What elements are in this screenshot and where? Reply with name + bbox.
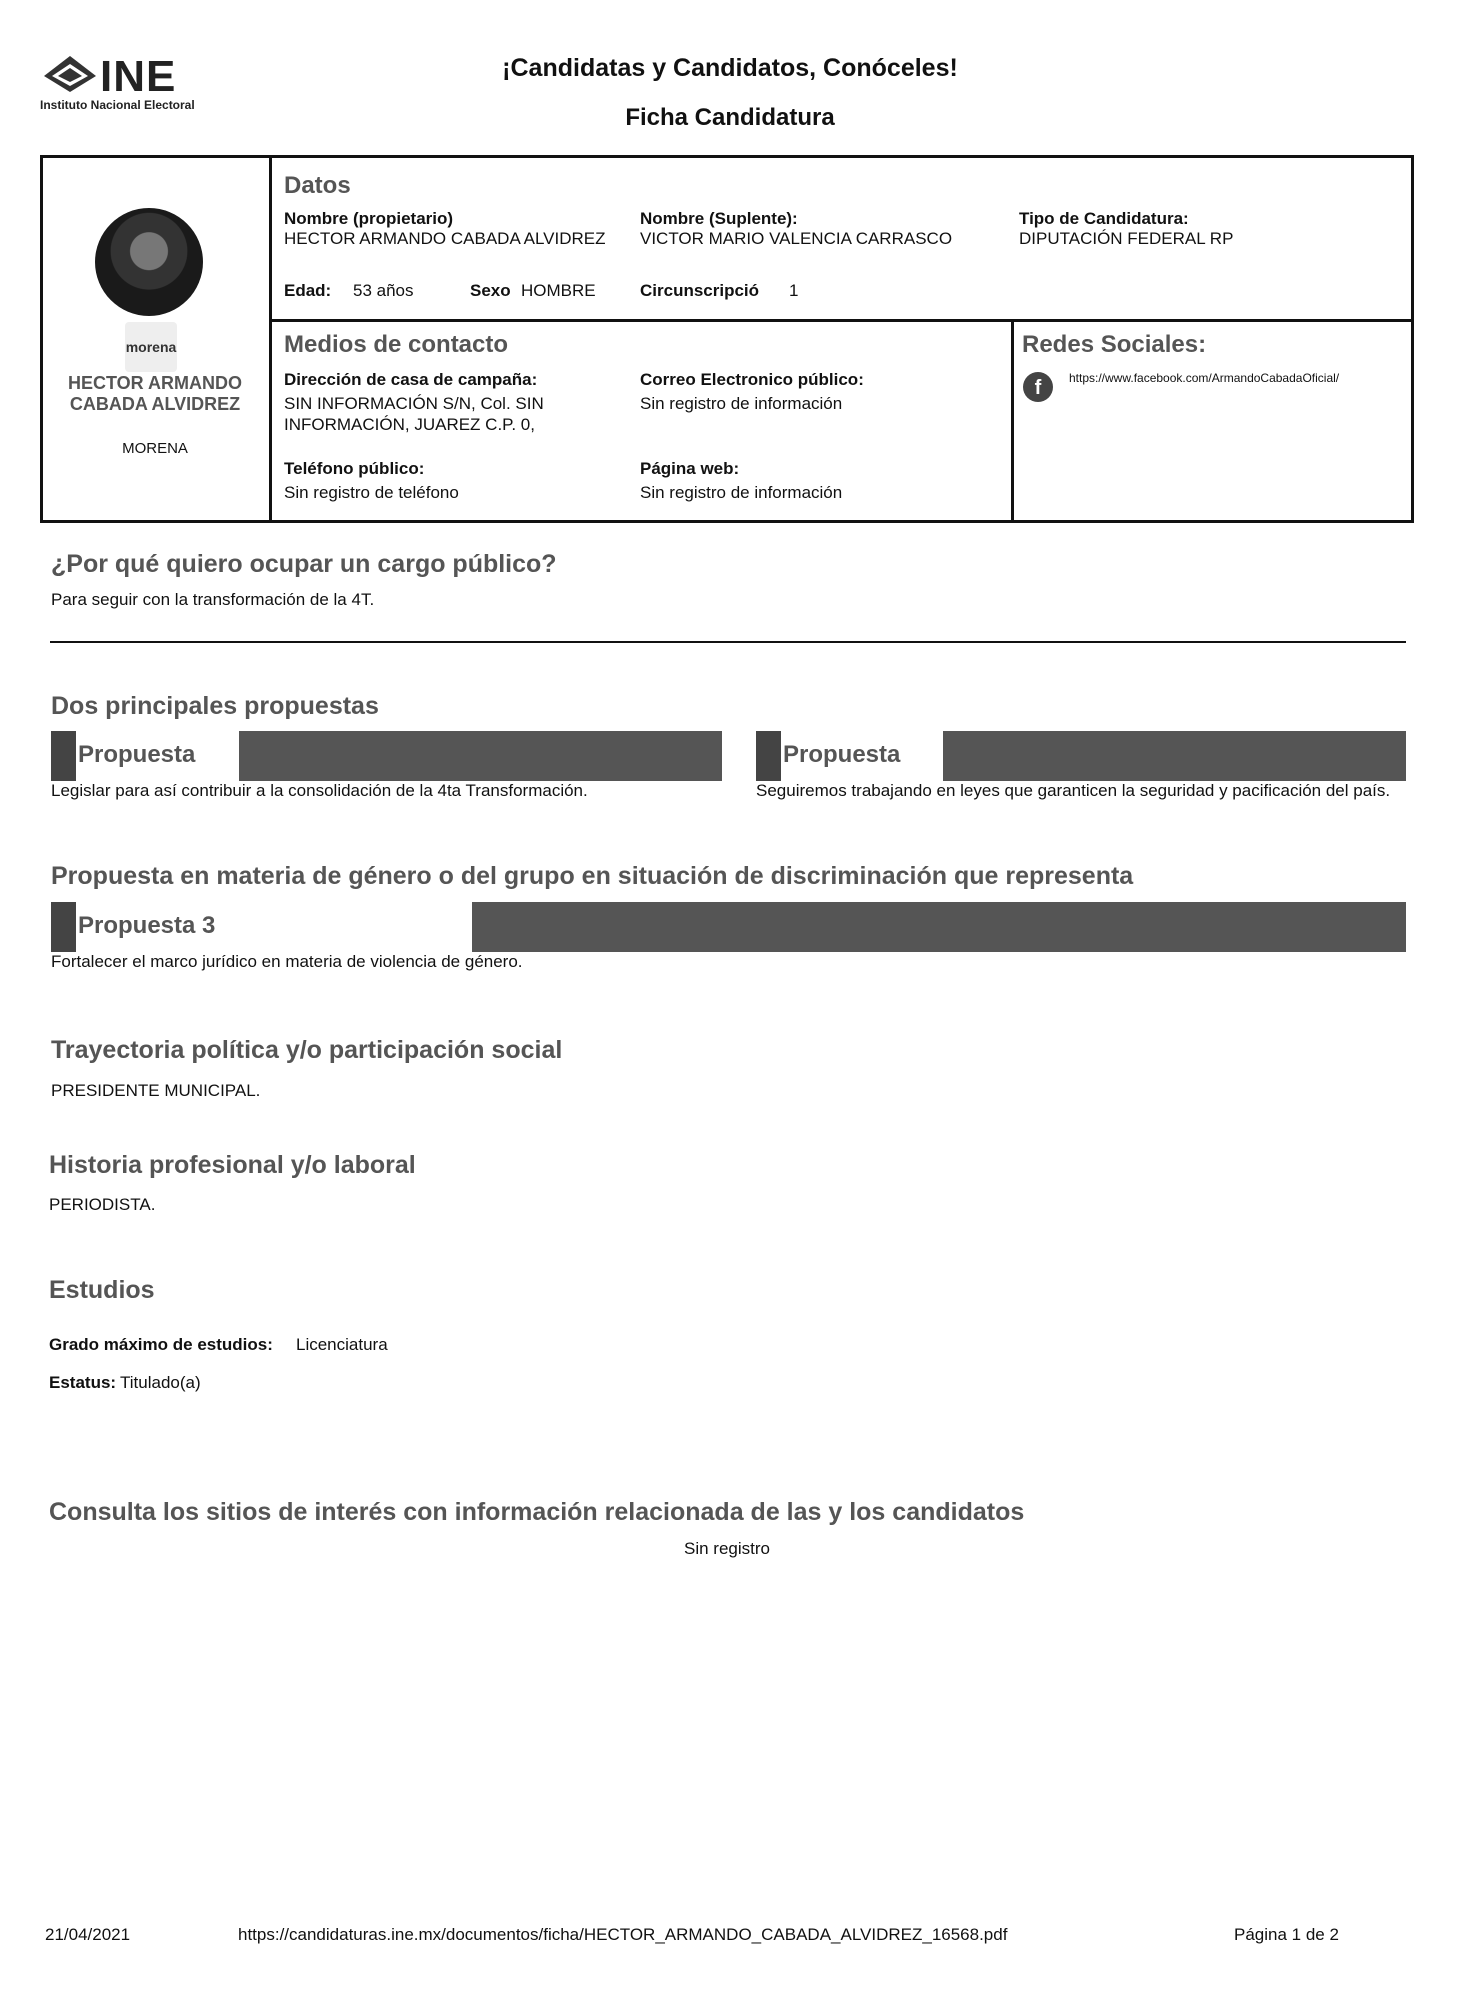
candidate-photo [95,208,203,316]
circunscripcion-label: Circunscripció [640,281,760,300]
tipo-value: DIPUTACIÓN FEDERAL RP [1019,229,1234,248]
propuesta-3-label: Propuesta 3 [78,912,216,939]
telefono-label: Teléfono público: [284,459,425,478]
historia-heading: Historia profesional y/o laboral [49,1151,416,1179]
estatus-label: Estatus: [49,1373,117,1392]
tipo-label: Tipo de Candidatura: [1019,209,1189,228]
grado-label: Grado máximo de estudios: [49,1335,273,1354]
datos-heading: Datos [284,172,351,199]
footer-url[interactable]: https://candidaturas.ine.mx/documentos/ficha/HECTOR_ARMANDO_CABADA_ALVIDREZ_16568.pdf [238,1925,1008,1944]
candidate-name: HECTOR ARMANDO CABADA ALVIDREZ [68,373,242,414]
propuestas-heading: Dos principales propuestas [51,692,379,720]
redes-heading: Redes Sociales: [1022,331,1207,358]
facebook-link[interactable]: https://www.facebook.com/ArmandoCabadaOficial/ [1069,371,1340,385]
trayectoria-text: PRESIDENTE MUNICIPAL. [51,1081,261,1100]
porque-heading: ¿Por qué quiero ocupar un cargo público? [51,550,557,578]
propietario-label: Nombre (propietario) [284,209,454,228]
candidate-party: MORENA [122,440,188,457]
genero-heading: Propuesta en materia de género o del grupo en situación de discriminación que representa [51,862,1134,890]
ine-logo-icon [42,54,98,94]
porque-text: Para seguir con la transformación de la 4T. [51,590,375,609]
facebook-icon[interactable]: f [1023,372,1053,402]
propuesta-3-text: Fortalecer el marco jurídico en materia de violencia de género. [51,952,523,971]
logo-subtitle: Instituto Nacional Electoral [40,98,195,112]
divider [50,641,1406,643]
estudios-heading: Estudios [49,1276,155,1304]
suplente-label: Nombre (Suplente): [640,209,798,228]
propuesta-1-text: Legislar para así contribuir a la consolidación de la 4ta Transformación. [51,781,588,800]
direccion-label: Dirección de casa de campaña: [284,370,538,389]
web-label: Página web: [640,459,740,478]
suplente-value: VICTOR MARIO VALENCIA CARRASCO [640,229,953,248]
propuesta-3-header [51,902,1406,952]
logo-word: INE [100,52,177,101]
contacto-heading: Medios de contacto [284,331,509,358]
web-value: Sin registro de información [640,483,843,502]
propietario-value: HECTOR ARMANDO CABADA ALVIDREZ [284,229,606,248]
direccion-line-1: SIN INFORMACIÓN S/N, Col. SIN [284,394,544,413]
estatus-value: Titulado(a) [120,1373,201,1392]
sexo-label: Sexo [470,281,511,300]
consulta-text: Sin registro [684,1539,770,1558]
edad-label: Edad: [284,281,332,300]
consulta-heading: Consulta los sitios de interés con información relacionada de las y los candidatos [49,1498,1025,1526]
grado-value: Licenciatura [296,1335,388,1354]
trayectoria-heading: Trayectoria política y/o participación social [51,1036,563,1064]
propuesta-2-header [756,731,1406,781]
page-title: ¡Candidatas y Candidatos, Conóceles! [502,54,958,82]
propuesta-2-label: Propuesta [783,741,901,768]
party-logo: morena [125,322,177,372]
footer-date: 21/04/2021 [45,1925,131,1944]
propuesta-1-label: Propuesta [78,741,196,768]
direccion-line-2: INFORMACIÓN, JUAREZ C.P. 0, [284,415,535,434]
propuesta-2-text: Seguiremos trabajando en leyes que garanticen la seguridad y pacificación del país. [756,781,1391,800]
historia-text: PERIODISTA. [49,1195,156,1214]
edad-value: 53 años [353,281,414,300]
propuesta-1-header [51,731,722,781]
telefono-value: Sin registro de teléfono [284,483,459,502]
ine-logo [40,52,230,122]
sexo-value: HOMBRE [521,281,596,300]
correo-label: Correo Electronico público: [640,370,864,389]
circunscripcion-value: 1 [789,281,799,300]
correo-value: Sin registro de información [640,394,843,413]
footer-page: Página 1 de 2 [1234,1925,1339,1944]
page-subtitle: Ficha Candidatura [625,104,835,131]
